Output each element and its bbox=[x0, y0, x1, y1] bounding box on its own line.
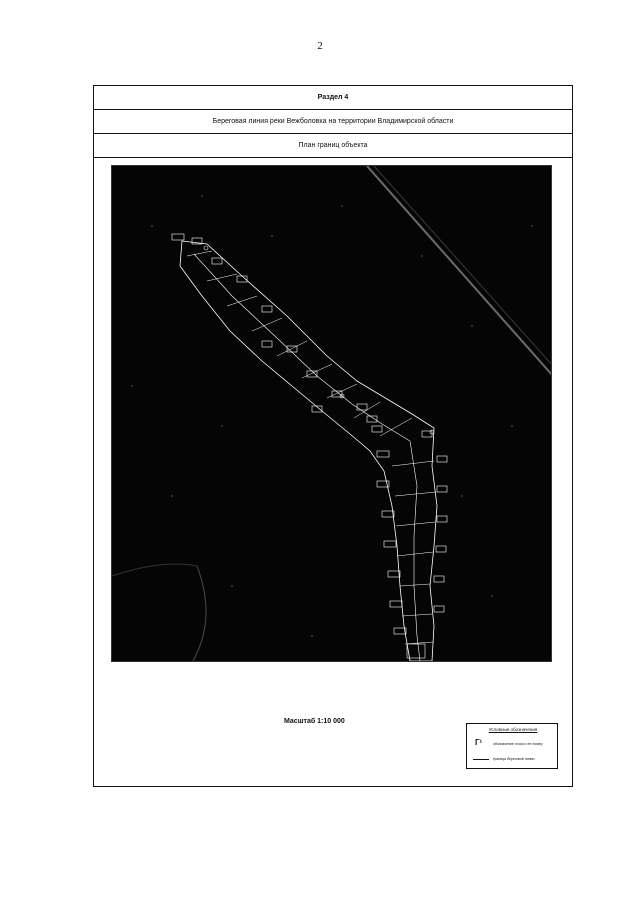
section-heading: Раздел 4 bbox=[94, 86, 572, 110]
page-number: 2 bbox=[317, 40, 323, 52]
document-frame bbox=[93, 85, 573, 787]
legend-boundary-line bbox=[473, 759, 489, 760]
legend-item-point bbox=[473, 738, 557, 752]
river-centerline bbox=[194, 254, 420, 661]
road-line-edge bbox=[374, 166, 552, 366]
map-legend bbox=[466, 723, 558, 769]
legend-item-boundary bbox=[473, 755, 557, 765]
scale-label: Масштаб 1:10 000 bbox=[284, 718, 345, 725]
plan-subtitle: План границ объекта bbox=[94, 134, 572, 158]
legend-boundary-label: граница береговой линии bbox=[493, 757, 535, 761]
map-texture bbox=[131, 195, 533, 637]
legend-point-label: обозначение точки и ее номер bbox=[493, 742, 543, 746]
road-line bbox=[367, 166, 552, 376]
legend-point-symbol: Г¹ bbox=[475, 738, 483, 747]
boundary-ticks bbox=[187, 251, 436, 644]
document-title: Береговая линия реки Вежболовка на территории Владимирской области bbox=[94, 110, 572, 134]
field-track bbox=[192, 566, 206, 662]
point-markers bbox=[172, 234, 447, 658]
legend-title: Условные обозначения bbox=[488, 727, 538, 732]
river-boundary bbox=[180, 241, 437, 661]
map-drawing bbox=[112, 166, 552, 662]
field-track-2 bbox=[112, 564, 197, 576]
boundary-map bbox=[111, 165, 552, 662]
